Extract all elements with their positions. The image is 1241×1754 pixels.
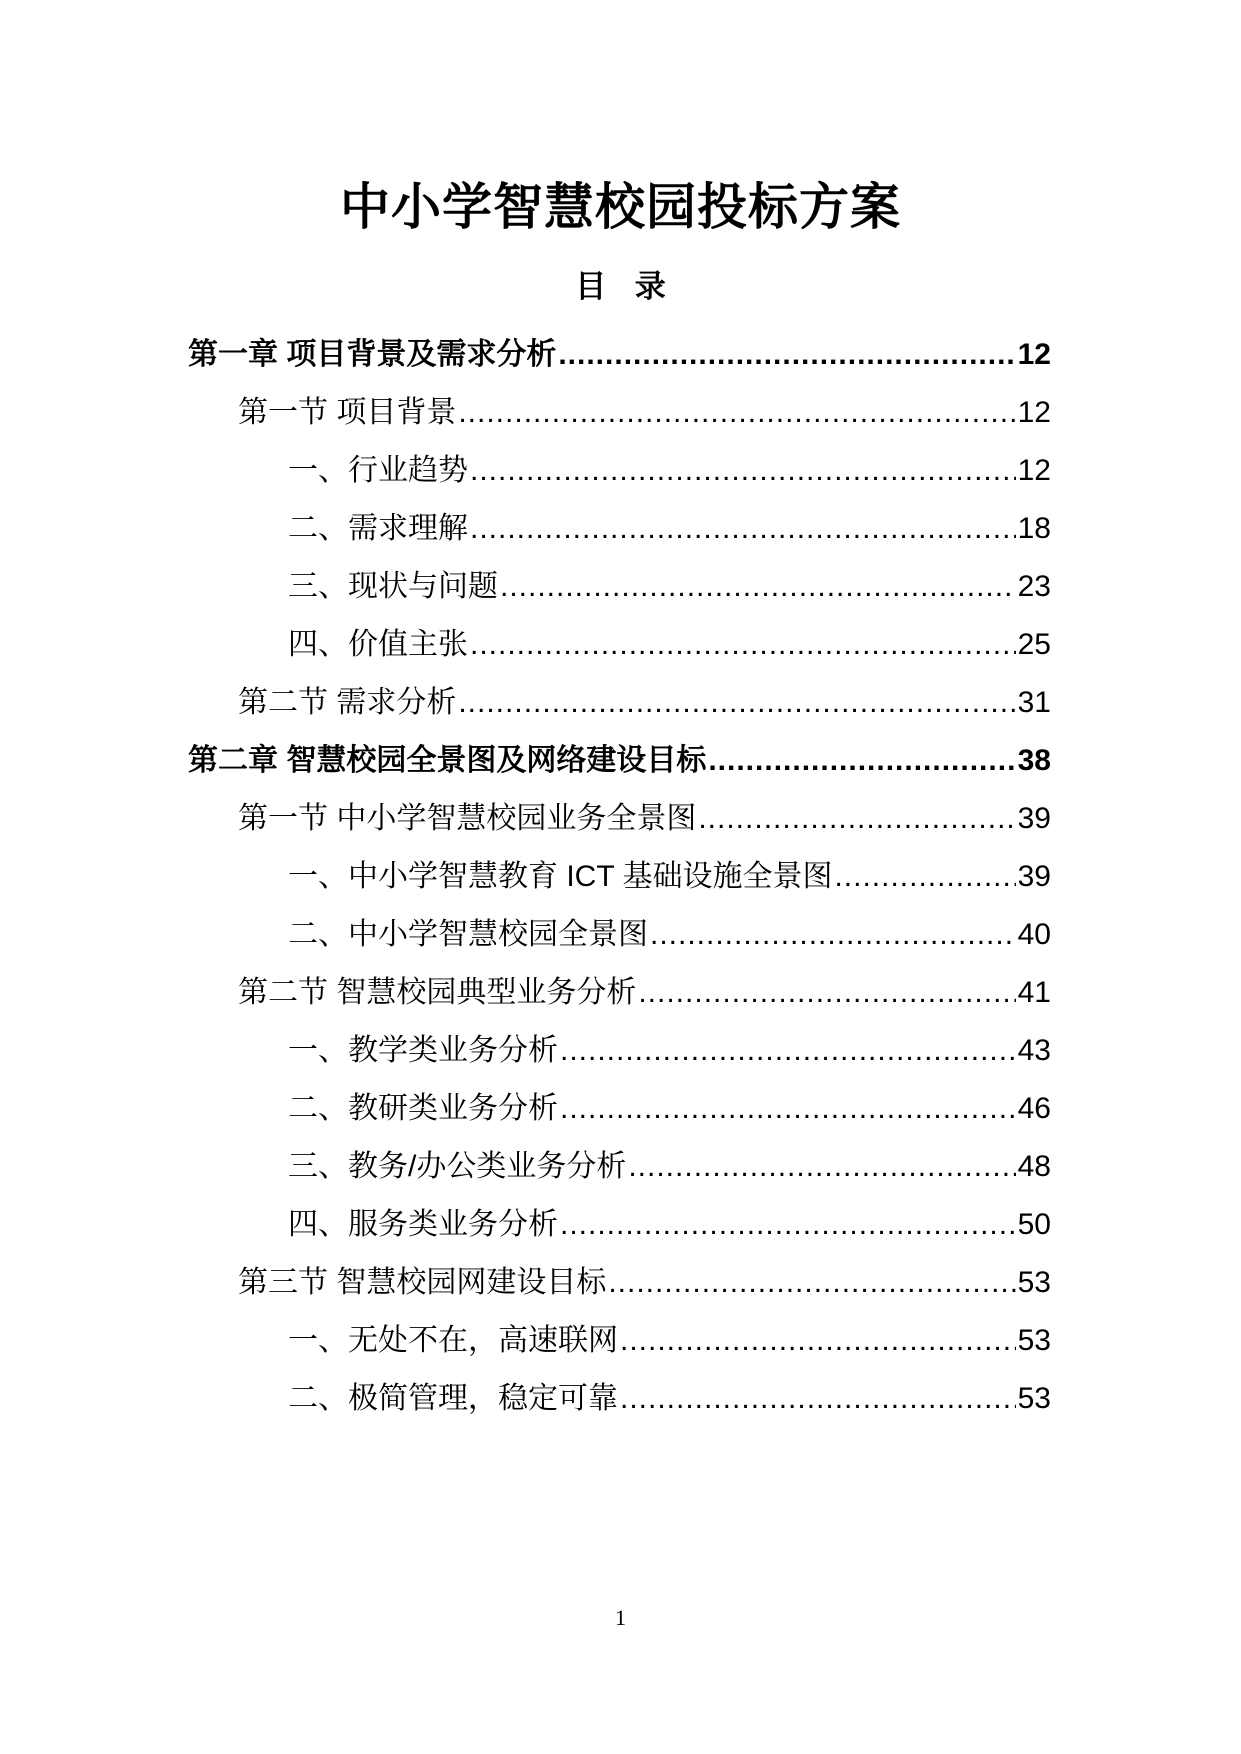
toc-entry-page: 31: [1017, 686, 1051, 719]
dot-leader: [458, 677, 1015, 729]
toc-entry-label: 三、教务/办公类业务分析: [288, 1150, 627, 1183]
toc-entry-section[interactable]: [238, 1257, 1051, 1309]
toc-entry-section[interactable]: [238, 793, 1051, 845]
toc-entry-page: 23: [1017, 570, 1051, 603]
dot-leader: [470, 503, 1016, 555]
toc-entry-page: 53: [1017, 1266, 1051, 1299]
toc-entry-chapter-1[interactable]: [188, 329, 1051, 381]
toc-entry-section[interactable]: [238, 967, 1051, 1019]
toc-entry-label: 第二节 智慧校园典型业务分析: [238, 976, 637, 1009]
dot-leader: [560, 1025, 1016, 1077]
toc-entry-subsection[interactable]: [288, 851, 1051, 903]
toc-entry-subsection[interactable]: [288, 909, 1051, 961]
toc-entry-page: 12: [1017, 338, 1051, 371]
toc-entry-page: 18: [1017, 512, 1051, 545]
toc-entry-label: 第一节 中小学智慧校园业务全景图: [238, 802, 697, 835]
toc-entry-page: 12: [1017, 396, 1051, 429]
dot-leader: [470, 619, 1016, 671]
toc-entry-label: 四、服务类业务分析: [288, 1208, 558, 1241]
dot-leader: [608, 1257, 1015, 1309]
toc-heading: 目 录: [575, 269, 676, 304]
toc-entry-page: 46: [1017, 1092, 1051, 1125]
dot-leader: [650, 909, 1016, 961]
toc-entry-page: 53: [1017, 1382, 1051, 1415]
toc-entry-page: 38: [1017, 744, 1051, 777]
toc-entry-subsection[interactable]: [288, 1141, 1051, 1193]
toc-entry-page: 50: [1017, 1208, 1051, 1241]
toc-entry-subsection[interactable]: [288, 1315, 1051, 1367]
toc-entry-label: 二、需求理解: [288, 512, 468, 545]
toc-entry-label: 第一节 项目背景: [238, 396, 457, 429]
toc-entry-subsection[interactable]: [288, 561, 1051, 613]
toc-entry-page: 41: [1017, 976, 1051, 1009]
dot-leader: [458, 387, 1015, 439]
toc-entry-label: 第二章 智慧校园全景图及网络建设目标: [188, 744, 707, 777]
toc-entry-section[interactable]: [238, 677, 1051, 729]
toc-entry-section[interactable]: [238, 387, 1051, 439]
toc-entry-page: 39: [1017, 860, 1051, 893]
toc-entry-subsection[interactable]: [288, 503, 1051, 555]
dot-leader: [620, 1373, 1016, 1425]
toc-entry-page: 25: [1017, 628, 1051, 661]
toc-entry-chapter-2[interactable]: [188, 735, 1051, 787]
toc-entry-label: 一、无处不在，高速联网: [288, 1324, 618, 1357]
toc-entry-label: 一、教学类业务分析: [288, 1034, 558, 1067]
toc-entry-label: 第三节 智慧校园网建设目标: [238, 1266, 607, 1299]
toc-entry-subsection[interactable]: [288, 1373, 1051, 1425]
toc-entry-page: 48: [1017, 1150, 1051, 1183]
toc-entry-page: 39: [1017, 802, 1051, 835]
toc-entry-page: 53: [1017, 1324, 1051, 1357]
toc-entry-label: 四、价值主张: [288, 628, 468, 661]
page-number: 1: [615, 1605, 626, 1630]
toc-entry-label: 第一章 项目背景及需求分析: [188, 338, 557, 371]
dot-leader: [558, 329, 1015, 381]
toc-entry-label: 一、中小学智慧教育 ICT 基础设施全景图: [288, 860, 833, 893]
toc-entry-label: 一、行业趋势: [288, 454, 468, 487]
document-title: 中小学智慧校园投标方案: [340, 179, 901, 235]
dot-leader: [470, 445, 1016, 497]
toc-entry-subsection[interactable]: [288, 1025, 1051, 1077]
dot-leader: [628, 1141, 1015, 1193]
toc-entry-label: 二、教研类业务分析: [288, 1092, 558, 1125]
dot-leader: [620, 1315, 1016, 1367]
dot-leader: [708, 735, 1015, 787]
toc-entry-subsection[interactable]: [288, 1199, 1051, 1251]
dot-leader: [638, 967, 1015, 1019]
toc-entry-page: 12: [1017, 454, 1051, 487]
dot-leader: [560, 1083, 1016, 1135]
toc-entry-label: 三、现状与问题: [288, 570, 498, 603]
toc-entry-subsection[interactable]: [288, 619, 1051, 671]
toc-entry-label: 第二节 需求分析: [238, 686, 457, 719]
toc-entry-label: 二、中小学智慧校园全景图: [288, 918, 648, 951]
dot-leader: [834, 851, 1015, 903]
dot-leader: [560, 1199, 1016, 1251]
toc-entry-subsection[interactable]: [288, 445, 1051, 497]
toc-entry-page: 43: [1017, 1034, 1051, 1067]
toc-entry-page: 40: [1017, 918, 1051, 951]
dot-leader: [500, 561, 1016, 613]
toc-entry-label: 二、极简管理，稳定可靠: [288, 1382, 618, 1415]
dot-leader: [698, 793, 1015, 845]
toc-entry-subsection[interactable]: [288, 1083, 1051, 1135]
